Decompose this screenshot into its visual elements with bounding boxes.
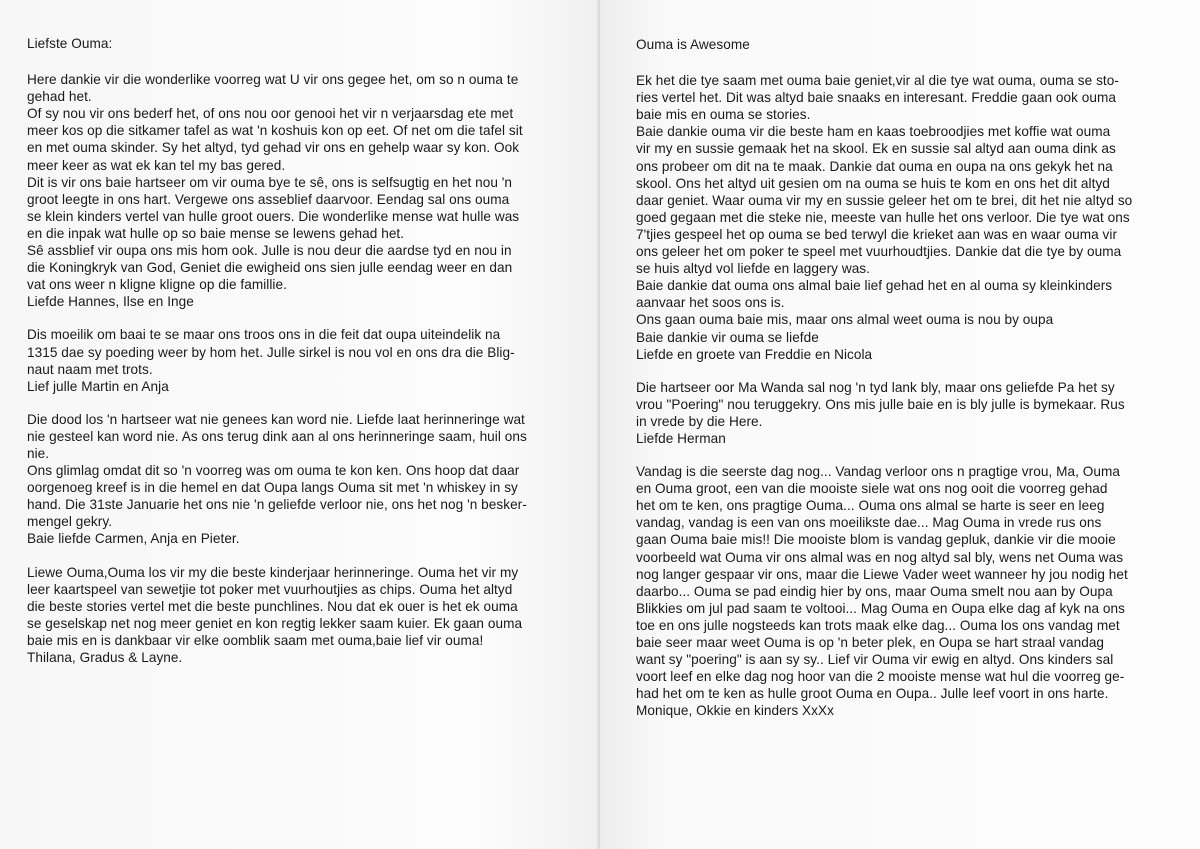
message-line: baie mis en ouma se stories. <box>636 107 811 123</box>
left-page-heading: Liefste Ouma: <box>27 36 113 51</box>
message-line: had het om te ken as hulle groot Ouma en Oupa.. Julle leef voort in ons harte. <box>636 686 1109 702</box>
message-line: hand. Die 31ste Januarie het ons nie 'n geliefde verloor nie, ons het nog 'n besker- <box>27 497 527 513</box>
message-line: Ek het die tye saam met ouma baie geniet,vir al die tye wat ouma, ouma se sto- <box>636 73 1119 89</box>
message-line: nie. <box>27 445 50 461</box>
message-line: daarbo... Ouma se pad eindig hier by ons, maar Ouma smelt nou aan by Oupa <box>636 583 1113 599</box>
message-line: leer kaartspeel van sewetjie tot poker met vuurhoutjies as chips. Ouma het altyd <box>27 581 513 597</box>
message-line: vir my en sussie gemaak het na skool. Ek en sussie sal altyd aan ouma dink as <box>636 141 1116 157</box>
right-page <box>600 0 1200 849</box>
tribute-message <box>27 411 567 548</box>
message-line: Baie dankie vir ouma se liefde <box>636 329 819 345</box>
message-line: meer kos op die sitkamer tafel as wat 'n koshuis kon op eet. Of net om die tafel sit <box>27 123 523 139</box>
message-line: goed gegaan met die steke nie, meeste van hulle het ons verloor. Die tye wat ons <box>636 209 1130 225</box>
message-line: Ons glimlag omdat dit so 'n voorreg was om ouma te kon ken. Ons hoop dat daar <box>27 463 520 479</box>
message-line: ons probeer om dit na te maak. Dankie dat ouma en oupa na ons gekyk het na <box>636 158 1113 174</box>
tribute-message <box>636 72 1158 363</box>
tribute-message <box>27 564 567 667</box>
tribute-message <box>27 71 567 310</box>
message-line: baie seer maar weet Ouma is op 'n beter plek, en Oupa se hart straal vandag <box>636 635 1105 650</box>
message-line: Baie dankie ouma vir die beste ham en kaas toebroodjies met koffie wat ouma <box>636 124 1111 140</box>
message-line: gehad het. <box>27 89 92 105</box>
message-line: Die hartseer oor Ma Wanda sal nog 'n tyd lank bly, maar ons geliefde Pa het sy <box>636 379 1115 395</box>
message-line: Lief julle Martin en Anja <box>27 378 169 394</box>
message-line: want sy "poering" is aan sy sy.. Lief vir Ouma vir ewig en altyd. Ons kinders sal <box>636 652 1114 668</box>
message-line: se huis altyd vol liefde en laggery was. <box>636 261 870 277</box>
message-line: 1315 dae sy poeding weer by hom het. Julle sirkel is nou vol en ons dra die Blig- <box>27 344 515 360</box>
message-line: vandag, vandag is een van ons moeilikste dae... Mag Ouma in vrede rus ons <box>636 515 1102 531</box>
message-line: nie gesteel kan word nie. As ons terug dink aan al ons herinneringe saam, huil ons <box>27 428 527 444</box>
message-line: skool. Ons het altyd uit gesien om na ouma se huis te kom en ons het dit altyd <box>636 175 1110 191</box>
message-line: nog langer gespaar vir ons, maar die Liewe Vader weet wanneer hy jou nodig het <box>636 566 1128 582</box>
message-line: ons geleer het om poker te speel met vuurhoudtjies. Dankie dat die tye by ouma <box>636 244 1122 260</box>
message-line: die beste stories vertel met die beste punchlines. Nou dat ek ouer is het ek ouma <box>27 598 518 614</box>
message-line: baie mis en is dankbaar vir elke oomblik saam met ouma,baie lief vir ouma! <box>27 632 484 648</box>
message-line: Vandag is die seerste dag nog... Vandag verloor ons n pragtige vrou, Ma, Ouma <box>636 464 1120 480</box>
message-line: Liefde Hannes, Ilse en Inge <box>27 294 194 310</box>
message-line: mengel gekry. <box>27 514 113 530</box>
message-line: Monique, Okkie en kinders XxXx <box>636 703 834 719</box>
message-line: gaan Ouma baie mis!! Die mooiste blom is vandag gepluk, dankie vir die mooie <box>636 532 1116 548</box>
message-line: Blikkies om jul pad saam te voltooi... Mag Ouma en Oupa elke dag af kyk na ons <box>636 600 1125 616</box>
message-line: vat ons weer n kligne kligne op die famillie. <box>27 277 287 293</box>
message-line: meer keer as wat ek kan tel my bas gered. <box>27 157 286 173</box>
message-line: Liefde Herman <box>636 430 726 446</box>
message-line: Baie liefde Carmen, Anja en Pieter. <box>27 531 240 547</box>
message-line: Baie dankie dat ouma ons almal baie lief gehad het en al ouma sy kleinkinders <box>636 278 1113 294</box>
message-line: daar geniet. Waar ouma vir my en sussie geleer het om te brei, dit het nie altyd so <box>636 192 1133 208</box>
message-line: Thilana, Gradus & Layne. <box>27 650 183 665</box>
left-page-text <box>27 35 567 666</box>
message-line: groot leegte in ons hart. Vergewe ons asseblief daarvoor. Eendag sal ons ouma <box>27 191 510 207</box>
right-page-text <box>636 36 1158 719</box>
tribute-message <box>636 463 1158 719</box>
message-line: Die dood los 'n hartseer wat nie genees kan word nie. Liefde laat herinneringe wat <box>27 411 525 427</box>
message-line: en die inpak wat hulle op so baie mense se lewens gehad het. <box>27 225 405 241</box>
message-line: Liewe Ouma,Ouma los vir my die beste kinderjaar herinneringe. Ouma het vir my <box>27 564 519 580</box>
message-line: toe en ons julle nogsteeds kan trots maak elke dag... Ouma los ons vandag met <box>636 617 1120 633</box>
message-line: en met ouma skinder. Sy het altyd, tyd gehad vir ons en gehelp waar sy kon. Ook <box>27 140 520 156</box>
message-line: het om te ken, ons pragtige Ouma... Ouma ons almal se harte is seer en leeg <box>636 498 1105 514</box>
message-line: Here dankie vir die wonderlike voorreg wat U vir ons gegee het, om so n ouma te <box>27 72 519 88</box>
message-line: en Ouma groot, een van die mooiste siele wat ons nog ooit die voorreg gehad <box>636 481 1108 497</box>
message-line: Liefde en groete van Freddie en Nicola <box>636 346 873 362</box>
tribute-message <box>636 379 1158 447</box>
message-line: 7'tjies gespeel het op ouma se bed terwyl die krieket aan was en waar ouma vir <box>636 226 1118 242</box>
message-line: in vrede by die Here. <box>636 413 763 429</box>
message-line: Dis moeilik om baai te se maar ons troos ons in die feit dat oupa uiteindelik na <box>27 327 501 343</box>
tribute-message <box>27 326 567 394</box>
message-line: oorgenoeg kreef is in die hemel en dat Oupa langs Ouma sit met 'n whiskey in sy <box>27 480 518 496</box>
message-line: Sê assblief vir oupa ons mis hom ook. Julle is nou deur die aardse tyd en nou in <box>27 243 512 259</box>
message-line: voorbeeld wat Ouma vir ons almal was en nog altyd sal bly, wens net Ouma was <box>636 549 1124 565</box>
message-line: se geselskap net nog meer geniet en kon regtig lekker saam kuier. Ek gaan ouma <box>27 615 523 631</box>
message-line: die Koningkryk van God, Geniet die ewigheid ons sien julle eendag weer en dan <box>27 260 513 276</box>
message-line: Of sy nou vir ons bederf het, of ons nou oor genooi het vir n verjaarsdag ete met <box>27 106 514 122</box>
message-line: voort leef en elke dag nog hoor van die 2 mooiste mense wat hul die voorreg ge- <box>636 669 1125 685</box>
message-line: aanvaar het soos ons is. <box>636 295 785 311</box>
message-line: Ons gaan ouma baie mis, maar ons almal weet ouma is nou by oupa <box>636 312 1054 328</box>
message-line: ries vertel het. Dit was altyd baie snaaks en interesant. Freddie gaan ook ouma <box>636 90 1116 106</box>
message-line: naut naam met trots. <box>27 361 153 377</box>
right-page-heading: Ouma is Awesome <box>636 37 750 52</box>
message-line: se klein kinders vertel van hulle groot ouers. Die wonderlike mense wat hulle was <box>27 208 520 224</box>
message-line: Dit is vir ons baie hartseer om vir ouma bye te sê, ons is selfsugtig en het nou 'n <box>27 174 513 190</box>
message-line: vrou "Poering" nou teruggekry. Ons mis julle baie en is bly julle is bymekaar. Rus <box>636 396 1125 412</box>
